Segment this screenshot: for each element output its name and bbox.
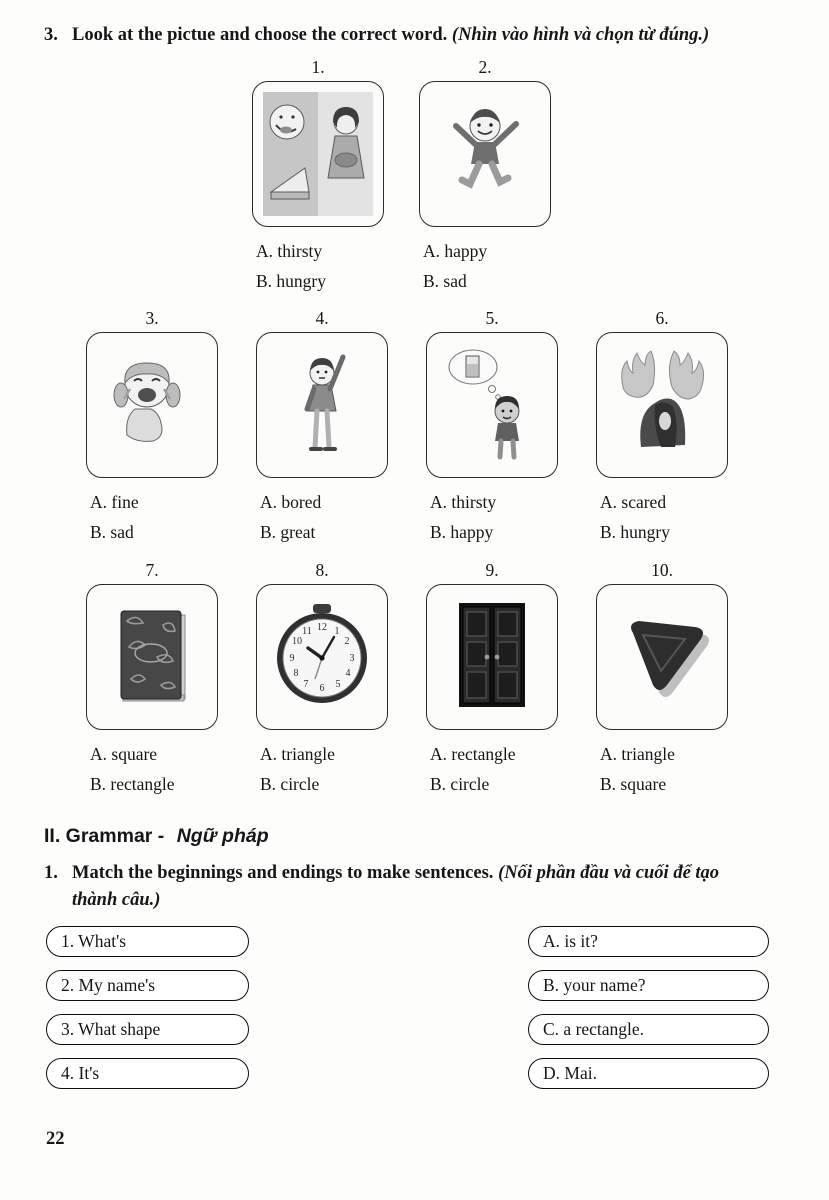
picture-frame	[86, 584, 218, 730]
item-options	[256, 237, 384, 297]
picture-frame	[256, 584, 388, 730]
grammar-exercise1-title-en: Match the beginnings and endings to make sentences.	[72, 863, 494, 884]
page-number: 22	[46, 1129, 65, 1149]
match-ending-pill: B. your name?	[528, 970, 769, 1001]
option-b: B. circle	[430, 773, 490, 794]
item-number: 8.	[315, 559, 329, 580]
option-a: A. scared	[600, 492, 667, 513]
grammar-heading-prefix: II. Grammar -	[44, 825, 165, 848]
exercise3-title	[72, 22, 709, 49]
item-number: 9.	[485, 559, 499, 580]
picture-item-2	[419, 57, 551, 297]
exercise3-row-3	[86, 560, 829, 800]
picture-item-4	[256, 308, 388, 548]
grammar-section-heading	[44, 825, 829, 848]
option-b: B. sad	[423, 270, 467, 291]
item-options	[430, 488, 558, 548]
picture-frame	[252, 81, 384, 227]
exercise3-row-1	[252, 57, 829, 297]
item-options	[90, 488, 218, 548]
picture-item-8	[256, 560, 388, 800]
beginnings-column	[46, 926, 249, 1102]
exercise3-row-2	[86, 308, 829, 548]
item-number: 2.	[478, 56, 492, 77]
picture-item-5	[426, 308, 558, 548]
picture-frame	[256, 332, 388, 478]
svg-text:7: 7	[303, 678, 309, 690]
book-illustration	[97, 595, 207, 719]
option-b: B. square	[600, 773, 667, 794]
item-options	[423, 237, 551, 297]
picture-item-10	[596, 560, 728, 800]
exercise3-title-vi: (Nhìn vào hình và chọn từ đúng.)	[451, 25, 710, 45]
svg-text:11: 11	[302, 625, 312, 637]
svg-text:10: 10	[292, 635, 302, 647]
picture-frame	[419, 81, 551, 227]
match-ending-pill: A. is it?	[528, 926, 769, 957]
option-a: A. triangle	[600, 743, 675, 764]
match-ending-pill: C. a rectangle.	[528, 1014, 769, 1045]
option-b: B. hungry	[256, 270, 326, 291]
option-b: B. hungry	[600, 522, 670, 543]
option-a: A. thirsty	[256, 240, 323, 261]
option-a: A. square	[90, 743, 158, 764]
item-options	[260, 488, 388, 548]
item-number: 3.	[145, 308, 159, 329]
item-options	[600, 488, 728, 548]
match-beginning-pill: 3. What shape	[46, 1014, 249, 1045]
picture-item-1	[252, 57, 384, 297]
option-a: A. happy	[423, 240, 488, 261]
door-illustration	[437, 595, 547, 719]
picture-frame	[596, 332, 728, 478]
scared-person-illustration	[607, 343, 717, 467]
item-number: 7.	[145, 559, 159, 580]
grammar-exercise1-number: 1.	[44, 863, 58, 884]
option-b: B. happy	[430, 522, 494, 543]
picture-item-6	[596, 308, 728, 548]
grammar-exercise1-title	[72, 860, 761, 914]
thirsty-boy-illustration	[437, 343, 547, 467]
endings-column	[528, 926, 769, 1102]
match-beginning-pill: 2. My name's	[46, 970, 249, 1001]
svg-text:9: 9	[289, 652, 295, 664]
grammar-exercise1-heading	[0, 848, 829, 914]
matching-exercise	[0, 914, 829, 1102]
happy-boy-illustration	[430, 92, 540, 216]
option-a: A. triangle	[260, 743, 335, 764]
svg-text:12: 12	[317, 621, 327, 633]
svg-text:5: 5	[335, 678, 341, 690]
hungry-woman-split-illustration	[263, 92, 373, 216]
item-number: 5.	[485, 308, 499, 329]
picture-frame	[426, 584, 558, 730]
option-a: A. fine	[90, 492, 139, 513]
match-beginning-pill: 4. It's	[46, 1058, 249, 1089]
exercise3-number: 3.	[44, 25, 58, 45]
exercise3-heading	[0, 0, 829, 49]
picture-item-7	[86, 560, 218, 800]
picture-item-3	[86, 308, 218, 548]
item-options	[260, 740, 388, 800]
item-number: 10.	[651, 559, 673, 580]
grammar-exercise1-title-vi: (Nối phần đầu và cuối để tạo thành câu.)	[72, 863, 720, 911]
option-a: A. thirsty	[430, 492, 497, 513]
picture-item-9	[426, 560, 558, 800]
item-number: 4.	[315, 308, 329, 329]
item-number: 1.	[311, 56, 325, 77]
picture-frame	[86, 332, 218, 478]
option-b: B. circle	[260, 773, 320, 794]
svg-text:8: 8	[293, 667, 299, 679]
option-b: B. sad	[90, 522, 134, 543]
option-a: A. rectangle	[430, 743, 516, 764]
match-beginning-pill: 1. What's	[46, 926, 249, 957]
item-options	[90, 740, 218, 800]
svg-text:4: 4	[345, 667, 351, 679]
girl-raising-hand-illustration	[267, 343, 377, 467]
svg-text:1: 1	[334, 625, 340, 637]
option-b: B. great	[260, 522, 316, 543]
picture-frame	[426, 332, 558, 478]
grammar-heading-term: Ngữ pháp	[176, 825, 269, 848]
picture-frame	[596, 584, 728, 730]
triangle-illustration	[607, 595, 717, 719]
svg-text:6: 6	[319, 682, 325, 694]
svg-text:3: 3	[349, 652, 355, 664]
match-ending-pill: D. Mai.	[528, 1058, 769, 1089]
item-number: 6.	[655, 308, 669, 329]
option-b: B. rectangle	[90, 773, 175, 794]
exercise3-title-en: Look at the pictue and choose the correct word.	[72, 25, 448, 45]
item-options	[600, 740, 728, 800]
clock-illustration	[267, 595, 377, 719]
item-options	[430, 740, 558, 800]
option-a: A. bored	[260, 492, 322, 513]
crying-girl-illustration	[97, 343, 207, 467]
svg-text:2: 2	[344, 635, 350, 647]
